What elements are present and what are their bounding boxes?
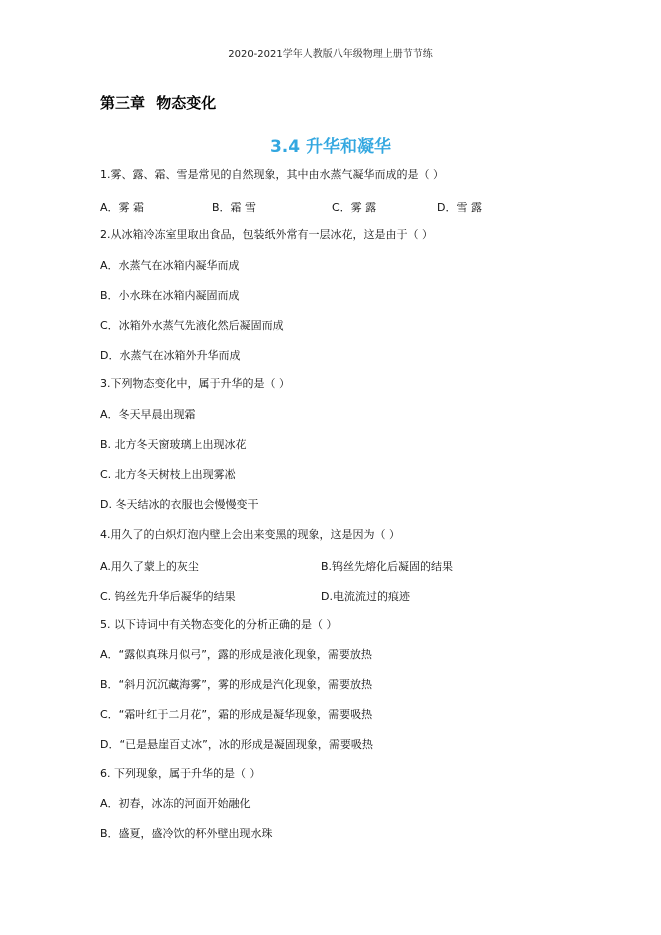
question-2-option-a: A．水蒸气在冰箱内凝华而成 — [100, 259, 240, 272]
question-2-option-c: C．冰箱外水蒸气先液化然后凝固而成 — [100, 319, 284, 332]
question-5-option-b: B．“斜月沉沉藏海雾”，雾的形成是汽化现象，需要放热 — [100, 678, 372, 691]
question-2-option-b: B．小水珠在冰箱内凝固而成 — [100, 289, 240, 302]
question-3-option-c: C. 北方冬天树枝上出现雾凇 — [100, 468, 236, 481]
question-1-option-d: D．雪 露 — [437, 201, 482, 214]
question-3-option-a: A．冬天早晨出现霜 — [100, 408, 196, 421]
question-4-stem: 4.用久了的白炽灯泡内壁上会出来变黑的现象，这是因为（ ） — [100, 528, 400, 541]
question-2-stem: 2.从冰箱冷冻室里取出食品，包装纸外常有一层冰花，这是由于（ ） — [100, 228, 433, 241]
question-6-option-b: B．盛夏，盛冷饮的杯外壁出现水珠 — [100, 827, 273, 840]
chapter-title: 第三章 物态变化 — [100, 94, 217, 112]
question-1-option-a: A．雾 霜 — [100, 201, 145, 214]
question-3-stem: 3.下列物态变化中，属于升华的是（ ） — [100, 377, 290, 390]
question-4-option-b: B.钨丝先熔化后凝固的结果 — [321, 560, 454, 573]
question-1-stem: 1.雾、露、霜、雪是常见的自然现象，其中由水蒸气凝华而成的是（ ） — [100, 168, 444, 181]
question-3-option-b: B. 北方冬天窗玻璃上出现冰花 — [100, 438, 247, 451]
question-4-option-d: D.电流流过的痕迹 — [321, 590, 410, 603]
question-5-option-d: D．“已是悬崖百丈冰”，冰的形成是凝固现象，需要吸热 — [100, 738, 373, 751]
question-4-option-c: C. 钨丝先升华后凝华的结果 — [100, 590, 236, 603]
question-4-option-a: A.用久了蒙上的灰尘 — [100, 560, 199, 573]
question-5-stem: 5. 以下诗词中有关物态变化的分析正确的是（ ） — [100, 618, 338, 631]
question-2-option-d: D．水蒸气在冰箱外升华而成 — [100, 349, 241, 362]
section-title: 3.4 升华和凝华 — [269, 137, 392, 157]
question-1-option-c: C．雾 露 — [332, 201, 377, 214]
page-header: 2020-2021学年人教版八年级物理上册节节练 — [228, 49, 433, 60]
question-5-option-c: C．“霜叶红于二月花”，霜的形成是凝华现象，需要吸热 — [100, 708, 373, 721]
question-5-option-a: A．“露似真珠月似弓”，露的形成是液化现象，需要放热 — [100, 648, 372, 661]
question-3-option-d: D. 冬天结冰的衣服也会慢慢变干 — [100, 498, 259, 511]
question-1-option-b: B．霜 雪 — [212, 201, 257, 214]
question-6-option-a: A．初春，冰冻的河面开始融化 — [100, 797, 251, 810]
question-6-stem: 6. 下列现象，属于升华的是（ ） — [100, 767, 261, 780]
